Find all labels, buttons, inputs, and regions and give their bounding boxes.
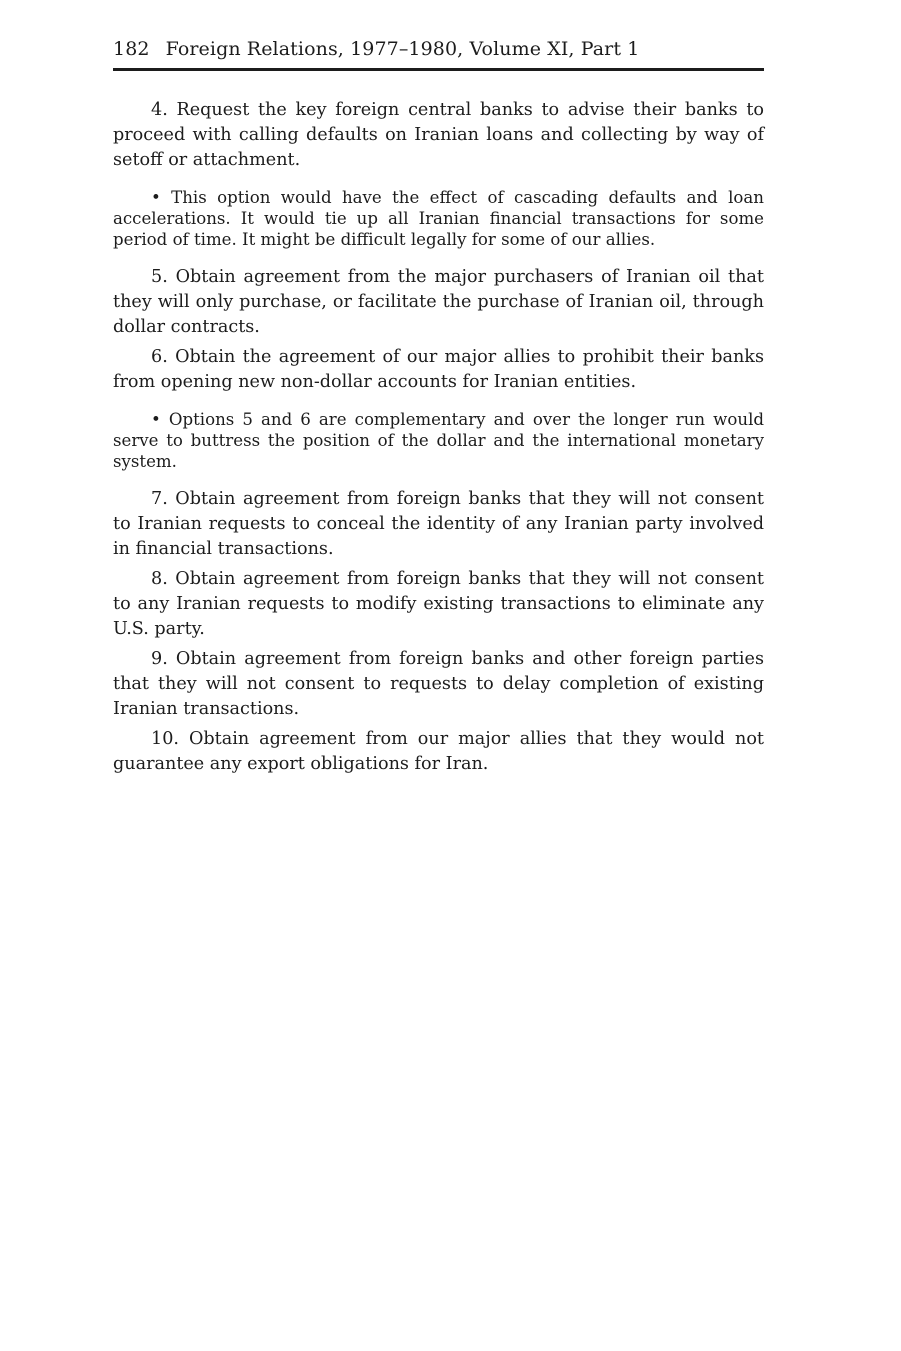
- page-number: 182: [113, 38, 150, 60]
- document-body: [113, 98, 764, 777]
- running-header: [113, 36, 764, 71]
- document-page: [113, 36, 764, 777]
- paragraph-option-9: 9. Obtain agreement from foreign banks and other foreign parties that they will not consent to requests to delay completion of existing Iranian transactions.: [113, 649, 764, 719]
- paragraph-option-6: 6. Obtain the agreement of our major allies to prohibit their banks from opening new non-dollar accounts for Iranian entities.: [113, 347, 764, 392]
- note-option-4: • This option would have the effect of cascading defaults and loan accelerations. It would tie up all Iranian financial transactions for some period of time. It might be difficult legally for some of our allies.: [113, 188, 764, 249]
- paragraph-option-5: 5. Obtain agreement from the major purchasers of Iranian oil that they will only purchase, or facilitate the purchase of Iranian oil, through dollar contracts.: [113, 267, 764, 337]
- running-title: Foreign Relations, 1977–1980, Volume XI, Part 1: [165, 38, 640, 60]
- paragraph-option-8: 8. Obtain agreement from foreign banks that they will not consent to any Iranian requests to modify existing transactions to eliminate any U.S. party.: [113, 569, 764, 639]
- paragraph-option-10: 10. Obtain agreement from our major allies that they would not guarantee any export obligations for Iran.: [113, 729, 764, 774]
- note-options-5-6: • Options 5 and 6 are complementary and over the longer run would serve to buttress the position of the dollar and the international monetary system.: [113, 410, 764, 471]
- paragraph-option-7: 7. Obtain agreement from foreign banks that they will not consent to Iranian requests to conceal the identity of any Iranian party involved in financial transactions.: [113, 489, 764, 559]
- paragraph-option-4: 4. Request the key foreign central banks to advise their banks to proceed with calling defaults on Iranian loans and collecting by way of setoff or attachment.: [113, 100, 764, 170]
